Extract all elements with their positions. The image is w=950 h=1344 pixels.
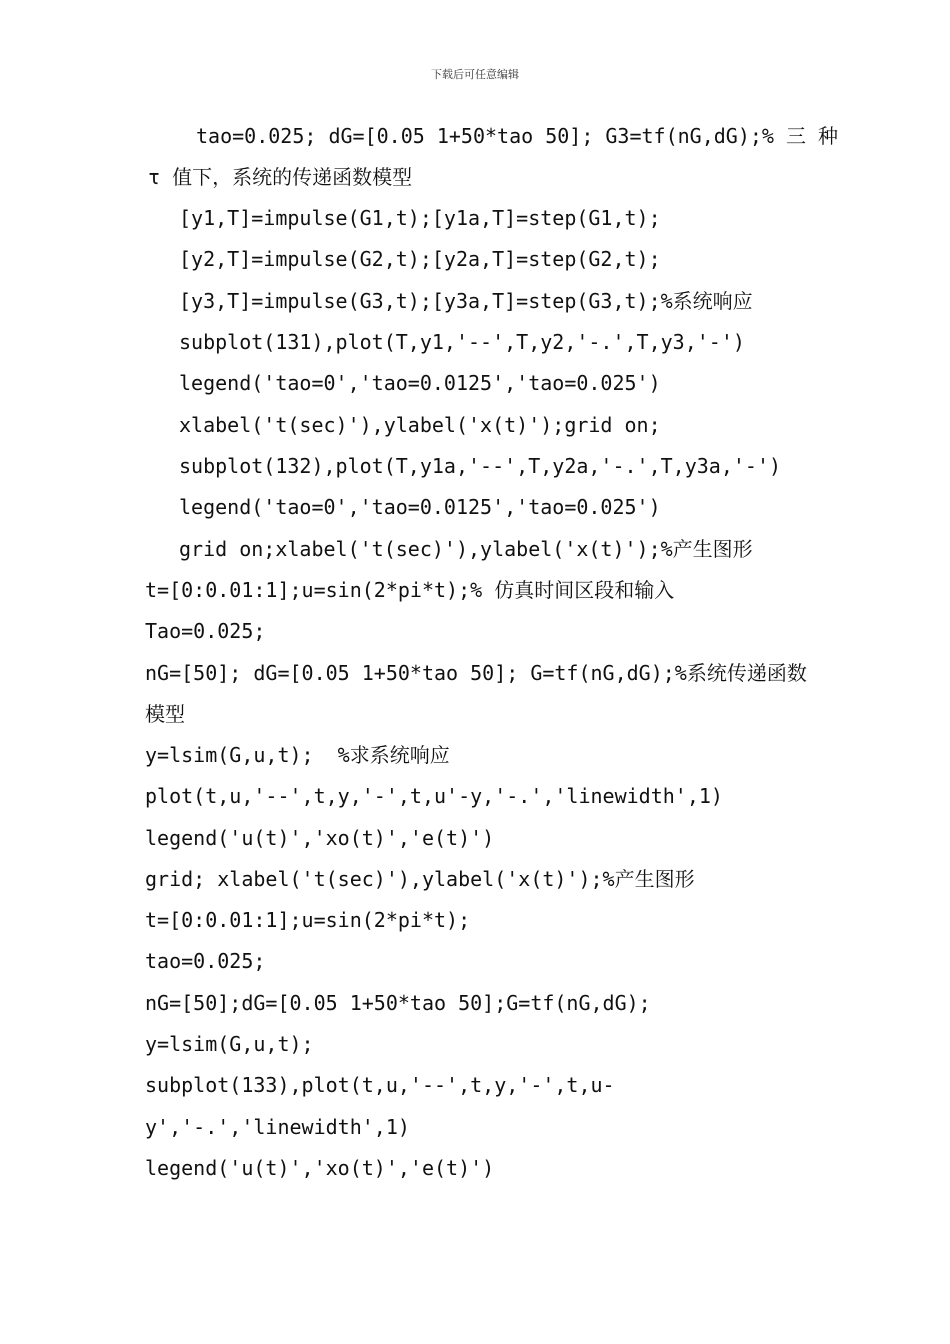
page-header: 下载后可任意编辑 [431,68,519,81]
code-line: legend('tao=0','tao=0.0125','tao=0.025') [179,371,661,395]
code-line: t=[0:0.01:1];u=sin(2*pi*t);% 仿真时间区段和输入 [145,578,675,602]
code-line: nG=[50]; dG=[0.05 1+50*tao 50]; G=tf(nG,dG);%系统传递函数 [145,661,807,685]
code-line: tao=0.025; dG=[0.05 1+50*tao 50]; G3=tf(nG,dG);% 三 种 [196,124,839,148]
code-line: legend('u(t)','xo(t)','e(t)') [145,1156,495,1180]
code-line: plot(t,u,'--',t,y,'-',t,u'-y,'-.','linewidth',1) [145,784,723,808]
code-line: [y1,T]=impulse(G1,t);[y1a,T]=step(G1,t); [179,206,661,230]
code-line: xlabel('t(sec)'),ylabel('x(t)');grid on; [179,413,661,437]
code-line: subplot(133),plot(t,u,'--',t,y,'-',t,u- [145,1073,615,1097]
code-line: legend('tao=0','tao=0.0125','tao=0.025') [179,495,661,519]
code-line: y=lsim(G,u,t); [145,1032,314,1056]
code-line: grid; xlabel('t(sec)'),ylabel('x(t)');%产生图形 [145,867,695,891]
code-line: Tao=0.025; [145,619,266,643]
code-line: tao=0.025; [145,949,266,973]
code-line: grid on;xlabel('t(sec)'),ylabel('x(t)');%产生图形 [179,537,753,561]
code-line: y=lsim(G,u,t); %求系统响应 [145,743,450,767]
code-line: legend('u(t)','xo(t)','e(t)') [145,826,495,850]
code-line: τ 值下，系统的传递函数模型 [148,165,413,189]
code-line: t=[0:0.01:1];u=sin(2*pi*t); [145,908,471,932]
code-line: [y2,T]=impulse(G2,t);[y2a,T]=step(G2,t); [179,247,661,271]
code-line: subplot(132),plot(T,y1a,'--',T,y2a,'-.',T,y3a,'-') [179,454,782,478]
code-line: [y3,T]=impulse(G3,t);[y3a,T]=step(G3,t);%系统响应 [179,289,753,313]
code-line: 模型 [145,702,185,726]
code-line: y','-.','linewidth',1) [145,1115,410,1139]
code-line: nG=[50];dG=[0.05 1+50*tao 50];G=tf(nG,dG); [145,991,651,1015]
code-line: subplot(131),plot(T,y1,'--',T,y2,'-.',T,y3,'-') [179,330,745,354]
